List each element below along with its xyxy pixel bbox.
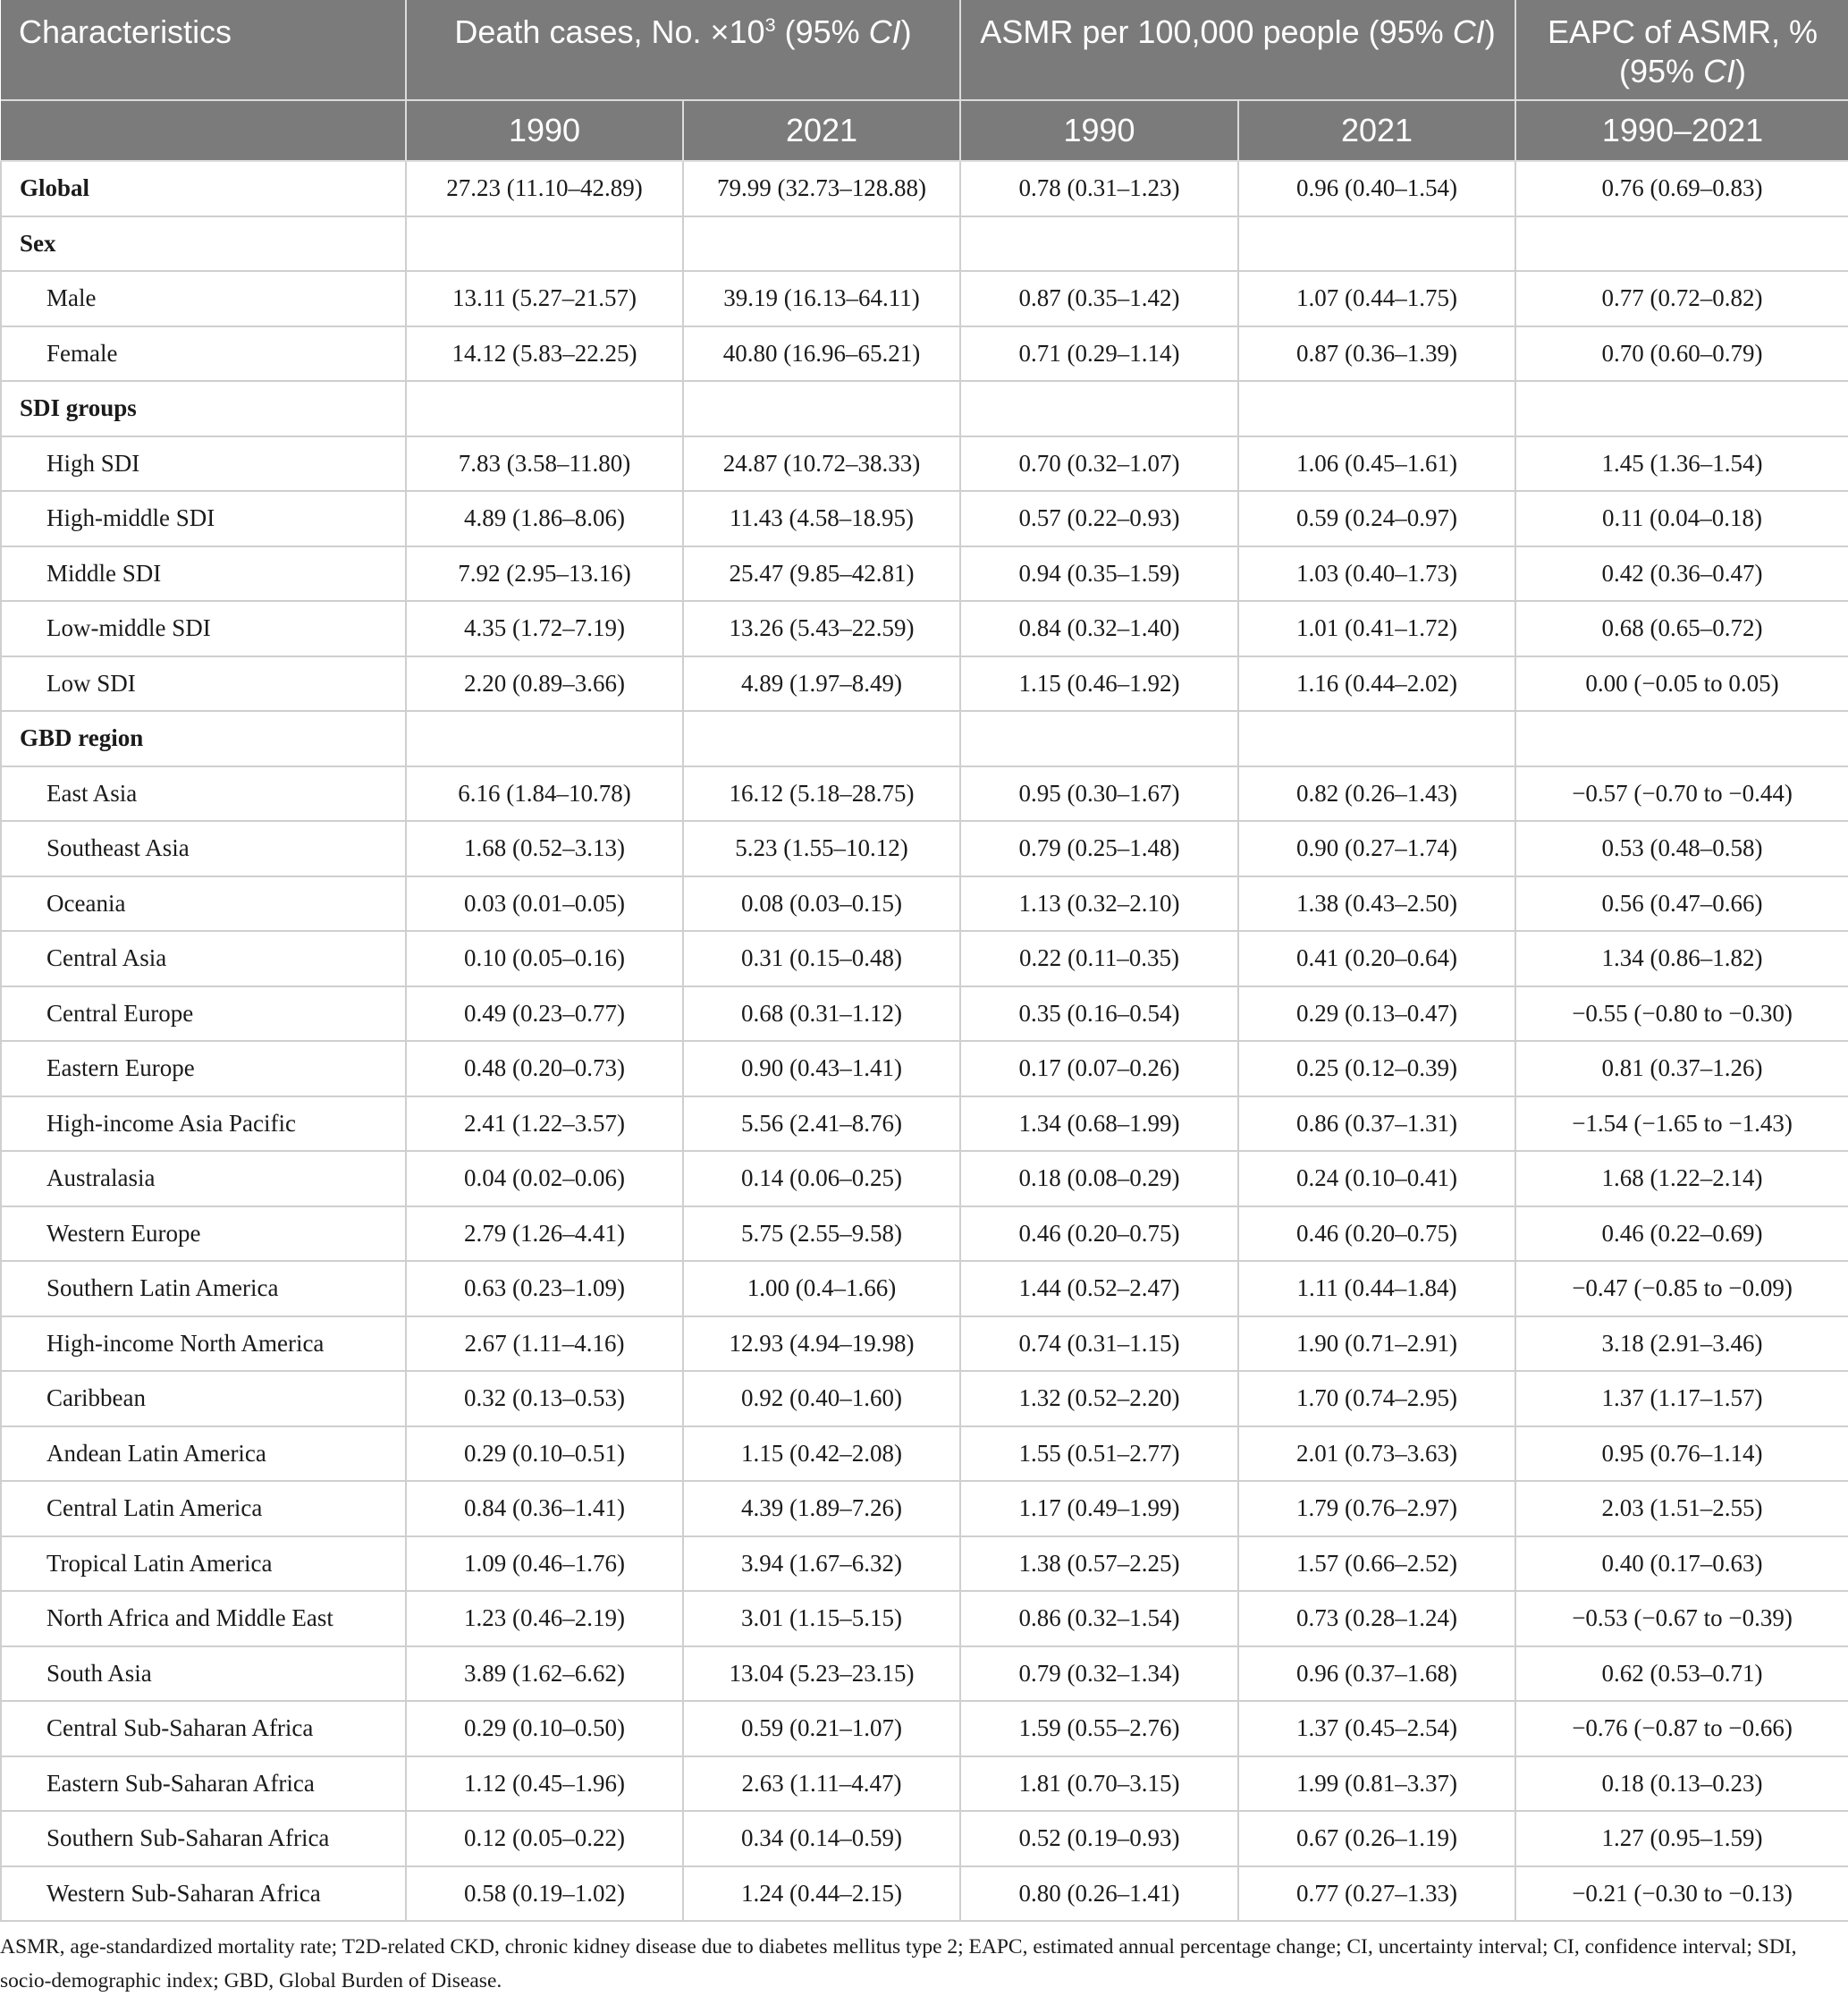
cell-death-cases-2021: 40.80 (16.96–65.21) — [683, 326, 960, 382]
cell-asmr-1990: 0.87 (0.35–1.42) — [960, 271, 1238, 326]
cell-asmr-1990: 1.32 (0.52–2.20) — [960, 1371, 1238, 1426]
cell-death-cases-1990: 0.29 (0.10–0.51) — [406, 1426, 683, 1482]
cell-asmr-1990: 1.15 (0.46–1.92) — [960, 656, 1238, 712]
row-label: Eastern Europe — [1, 1041, 406, 1096]
cell-asmr-1990: 1.13 (0.32–2.10) — [960, 876, 1238, 932]
cell-death-cases-2021: 0.08 (0.03–0.15) — [683, 876, 960, 932]
cell-asmr-2021: 1.37 (0.45–2.54) — [1238, 1701, 1515, 1756]
cell-asmr-2021: 1.57 (0.66–2.52) — [1238, 1536, 1515, 1592]
cell-asmr-1990: 1.55 (0.51–2.77) — [960, 1426, 1238, 1482]
cell-death-cases-2021 — [683, 216, 960, 272]
row-label: High-income North America — [1, 1316, 406, 1372]
cell-asmr-1990: 0.74 (0.31–1.15) — [960, 1316, 1238, 1372]
header-asmr-2021: 2021 — [1238, 100, 1515, 161]
row-label: Oceania — [1, 876, 406, 932]
row-label: Tropical Latin America — [1, 1536, 406, 1592]
cell-death-cases-2021: 1.24 (0.44–2.15) — [683, 1866, 960, 1922]
cell-asmr-1990: 0.94 (0.35–1.59) — [960, 546, 1238, 602]
table-row — [1, 436, 1848, 492]
cell-asmr-1990: 1.17 (0.49–1.99) — [960, 1481, 1238, 1536]
cell-asmr-1990: 0.84 (0.32–1.40) — [960, 601, 1238, 656]
cell-asmr-1990: 1.44 (0.52–2.47) — [960, 1261, 1238, 1316]
cell-asmr-2021: 1.03 (0.40–1.73) — [1238, 546, 1515, 602]
cell-eapc: −0.55 (−0.80 to −0.30) — [1515, 986, 1848, 1042]
cell-death-cases-2021: 0.34 (0.14–0.59) — [683, 1811, 960, 1866]
row-label: South Asia — [1, 1646, 406, 1702]
cell-eapc: 1.45 (1.36–1.54) — [1515, 436, 1848, 492]
cell-asmr-2021: 1.90 (0.71–2.91) — [1238, 1316, 1515, 1372]
cell-asmr-2021: 0.77 (0.27–1.33) — [1238, 1866, 1515, 1922]
cell-asmr-1990: 0.80 (0.26–1.41) — [960, 1866, 1238, 1922]
cell-death-cases-2021: 13.26 (5.43–22.59) — [683, 601, 960, 656]
cell-eapc: 0.42 (0.36–0.47) — [1515, 546, 1848, 602]
table-row — [1, 766, 1848, 822]
row-label: Southern Latin America — [1, 1261, 406, 1316]
cell-death-cases-2021: 24.87 (10.72–38.33) — [683, 436, 960, 492]
row-label: Central Sub-Saharan Africa — [1, 1701, 406, 1756]
cell-asmr-2021: 0.24 (0.10–0.41) — [1238, 1151, 1515, 1206]
cell-eapc: 0.95 (0.76–1.14) — [1515, 1426, 1848, 1482]
cell-asmr-2021: 0.90 (0.27–1.74) — [1238, 821, 1515, 876]
cell-asmr-2021: 1.99 (0.81–3.37) — [1238, 1756, 1515, 1812]
cell-eapc: 0.68 (0.65–0.72) — [1515, 601, 1848, 656]
cell-death-cases-1990: 2.41 (1.22–3.57) — [406, 1096, 683, 1152]
row-label: East Asia — [1, 766, 406, 822]
cell-death-cases-2021: 79.99 (32.73–128.88) — [683, 161, 960, 216]
cell-eapc: −0.21 (−0.30 to −0.13) — [1515, 1866, 1848, 1922]
cell-eapc: 0.11 (0.04–0.18) — [1515, 491, 1848, 546]
cell-death-cases-1990: 0.03 (0.01–0.05) — [406, 876, 683, 932]
cell-eapc: 0.53 (0.48–0.58) — [1515, 821, 1848, 876]
cell-death-cases-1990: 0.58 (0.19–1.02) — [406, 1866, 683, 1922]
cell-death-cases-1990: 14.12 (5.83–22.25) — [406, 326, 683, 382]
table-row — [1, 601, 1848, 656]
cell-eapc: 0.81 (0.37–1.26) — [1515, 1041, 1848, 1096]
table-row — [1, 216, 1848, 272]
cell-death-cases-1990: 0.29 (0.10–0.50) — [406, 1701, 683, 1756]
cell-death-cases-1990: 0.48 (0.20–0.73) — [406, 1041, 683, 1096]
cell-asmr-2021: 1.79 (0.76–2.97) — [1238, 1481, 1515, 1536]
table-row — [1, 546, 1848, 602]
cell-asmr-2021: 1.01 (0.41–1.72) — [1238, 601, 1515, 656]
header-death-cases-ci-suffix: ) — [900, 13, 912, 50]
header-death-cases-text: Death cases, No. ×10 — [454, 13, 765, 50]
row-label: Male — [1, 271, 406, 326]
row-label: High SDI — [1, 436, 406, 492]
table-row — [1, 821, 1848, 876]
cell-death-cases-2021: 5.75 (2.55–9.58) — [683, 1206, 960, 1262]
cell-death-cases-2021: 5.23 (1.55–10.12) — [683, 821, 960, 876]
cell-eapc: −0.47 (−0.85 to −0.09) — [1515, 1261, 1848, 1316]
header-eapc — [1515, 0, 1848, 100]
row-label: North Africa and Middle East — [1, 1591, 406, 1646]
table-row — [1, 986, 1848, 1042]
cell-asmr-1990: 0.86 (0.32–1.54) — [960, 1591, 1238, 1646]
cell-eapc: 1.27 (0.95–1.59) — [1515, 1811, 1848, 1866]
cell-eapc: −1.54 (−1.65 to −1.43) — [1515, 1096, 1848, 1152]
table-row — [1, 1701, 1848, 1756]
table-row — [1, 1316, 1848, 1372]
cell-asmr-2021: 0.87 (0.36–1.39) — [1238, 326, 1515, 382]
cell-asmr-2021: 0.25 (0.12–0.39) — [1238, 1041, 1515, 1096]
cell-death-cases-2021: 12.93 (4.94–19.98) — [683, 1316, 960, 1372]
row-label: Central Asia — [1, 931, 406, 986]
row-label: Global — [1, 161, 406, 216]
cell-death-cases-1990: 0.12 (0.05–0.22) — [406, 1811, 683, 1866]
cell-eapc — [1515, 381, 1848, 436]
header-death-cases — [406, 0, 960, 100]
cell-eapc: 0.76 (0.69–0.83) — [1515, 161, 1848, 216]
cell-death-cases-1990: 0.32 (0.13–0.53) — [406, 1371, 683, 1426]
cell-asmr-2021: 1.16 (0.44–2.02) — [1238, 656, 1515, 712]
cell-asmr-1990: 0.35 (0.16–0.54) — [960, 986, 1238, 1042]
cell-eapc: 0.46 (0.22–0.69) — [1515, 1206, 1848, 1262]
cell-death-cases-2021: 3.01 (1.15–5.15) — [683, 1591, 960, 1646]
row-label: Female — [1, 326, 406, 382]
cell-asmr-1990: 0.79 (0.25–1.48) — [960, 821, 1238, 876]
cell-eapc — [1515, 216, 1848, 272]
cell-asmr-1990: 0.17 (0.07–0.26) — [960, 1041, 1238, 1096]
header-eapc-suffix: ) — [1735, 53, 1747, 89]
cell-death-cases-1990 — [406, 711, 683, 766]
cell-asmr-1990: 0.79 (0.32–1.34) — [960, 1646, 1238, 1702]
cell-asmr-2021 — [1238, 381, 1515, 436]
table-row — [1, 1481, 1848, 1536]
cell-eapc: −0.53 (−0.67 to −0.39) — [1515, 1591, 1848, 1646]
cell-asmr-2021: 2.01 (0.73–3.63) — [1238, 1426, 1515, 1482]
header-characteristics: Characteristics — [1, 0, 406, 100]
header-row-years — [1, 100, 1848, 161]
cell-death-cases-1990: 0.63 (0.23–1.09) — [406, 1261, 683, 1316]
header-asmr-ci: CI — [1452, 13, 1485, 50]
header-death-2021: 2021 — [683, 100, 960, 161]
cell-death-cases-1990: 4.89 (1.86–8.06) — [406, 491, 683, 546]
header-eapc-text: EAPC of ASMR, % (95% — [1547, 13, 1818, 89]
cell-death-cases-2021: 3.94 (1.67–6.32) — [683, 1536, 960, 1592]
table-footnote: ASMR, age-standardized mortality rate; T2D-related CKD, chronic kidney disease due to diabetes mellitus type 2; EAPC, estimated annual percentage change; CI, uncertainty interval; CI, confidence interval; SDI, socio-demographic index; GBD, Global Burden of Disease. — [0, 1935, 1797, 1992]
cell-death-cases-1990: 1.09 (0.46–1.76) — [406, 1536, 683, 1592]
row-label: Eastern Sub-Saharan Africa — [1, 1756, 406, 1812]
row-label: Low-middle SDI — [1, 601, 406, 656]
cell-death-cases-1990: 2.20 (0.89–3.66) — [406, 656, 683, 712]
cell-death-cases-2021: 0.59 (0.21–1.07) — [683, 1701, 960, 1756]
cell-asmr-2021: 1.70 (0.74–2.95) — [1238, 1371, 1515, 1426]
cell-asmr-1990: 1.38 (0.57–2.25) — [960, 1536, 1238, 1592]
cell-asmr-1990: 0.52 (0.19–0.93) — [960, 1811, 1238, 1866]
cell-death-cases-1990: 1.68 (0.52–3.13) — [406, 821, 683, 876]
row-label: High-income Asia Pacific — [1, 1096, 406, 1152]
cell-asmr-1990 — [960, 381, 1238, 436]
cell-asmr-2021: 1.38 (0.43–2.50) — [1238, 876, 1515, 932]
cell-death-cases-1990: 2.79 (1.26–4.41) — [406, 1206, 683, 1262]
cell-death-cases-2021: 1.15 (0.42–2.08) — [683, 1426, 960, 1482]
header-death-1990: 1990 — [406, 100, 683, 161]
cell-asmr-1990: 0.22 (0.11–0.35) — [960, 931, 1238, 986]
header-asmr-text: ASMR per 100,000 people (95% — [980, 13, 1453, 50]
table-row — [1, 1811, 1848, 1866]
cell-asmr-2021: 1.06 (0.45–1.61) — [1238, 436, 1515, 492]
table-row — [1, 876, 1848, 932]
cell-death-cases-1990: 4.35 (1.72–7.19) — [406, 601, 683, 656]
cell-death-cases-2021: 4.89 (1.97–8.49) — [683, 656, 960, 712]
cell-eapc: −0.57 (−0.70 to −0.44) — [1515, 766, 1848, 822]
header-asmr-1990: 1990 — [960, 100, 1238, 161]
cell-death-cases-1990: 0.10 (0.05–0.16) — [406, 931, 683, 986]
table-row — [1, 1041, 1848, 1096]
cell-asmr-1990: 0.18 (0.08–0.29) — [960, 1151, 1238, 1206]
cell-death-cases-1990: 6.16 (1.84–10.78) — [406, 766, 683, 822]
cell-asmr-1990: 1.81 (0.70–3.15) — [960, 1756, 1238, 1812]
table-row — [1, 491, 1848, 546]
cell-asmr-2021 — [1238, 711, 1515, 766]
cell-eapc: 0.40 (0.17–0.63) — [1515, 1536, 1848, 1592]
cell-death-cases-1990: 3.89 (1.62–6.62) — [406, 1646, 683, 1702]
cell-eapc: 3.18 (2.91–3.46) — [1515, 1316, 1848, 1372]
header-asmr-suffix: ) — [1484, 13, 1496, 50]
cell-asmr-2021: 0.82 (0.26–1.43) — [1238, 766, 1515, 822]
cell-asmr-2021: 0.59 (0.24–0.97) — [1238, 491, 1515, 546]
row-label: Southern Sub-Saharan Africa — [1, 1811, 406, 1866]
cell-eapc: 2.03 (1.51–2.55) — [1515, 1481, 1848, 1536]
table-row — [1, 1646, 1848, 1702]
section-label: SDI groups — [1, 381, 406, 436]
table-row — [1, 1591, 1848, 1646]
cell-eapc: 0.56 (0.47–0.66) — [1515, 876, 1848, 932]
table-row — [1, 1426, 1848, 1482]
cell-death-cases-2021: 0.92 (0.40–1.60) — [683, 1371, 960, 1426]
cell-death-cases-1990 — [406, 216, 683, 272]
cell-death-cases-2021: 4.39 (1.89–7.26) — [683, 1481, 960, 1536]
cell-eapc: 0.70 (0.60–0.79) — [1515, 326, 1848, 382]
cell-death-cases-2021: 0.68 (0.31–1.12) — [683, 986, 960, 1042]
cell-death-cases-2021: 0.90 (0.43–1.41) — [683, 1041, 960, 1096]
cell-death-cases-2021: 16.12 (5.18–28.75) — [683, 766, 960, 822]
cell-eapc: −0.76 (−0.87 to −0.66) — [1515, 1701, 1848, 1756]
header-death-cases-ci: CI — [868, 13, 901, 50]
table-row — [1, 656, 1848, 712]
cell-asmr-1990: 0.46 (0.20–0.75) — [960, 1206, 1238, 1262]
cell-eapc: 1.34 (0.86–1.82) — [1515, 931, 1848, 986]
table-row — [1, 1151, 1848, 1206]
cell-eapc — [1515, 711, 1848, 766]
cell-death-cases-2021: 5.56 (2.41–8.76) — [683, 1096, 960, 1152]
row-label: Low SDI — [1, 656, 406, 712]
cell-death-cases-2021: 0.14 (0.06–0.25) — [683, 1151, 960, 1206]
table-row — [1, 1371, 1848, 1426]
row-label: Western Sub-Saharan Africa — [1, 1866, 406, 1922]
row-label: Western Europe — [1, 1206, 406, 1262]
table-row — [1, 1866, 1848, 1922]
header-death-cases-sup: 3 — [764, 13, 776, 36]
row-label: Southeast Asia — [1, 821, 406, 876]
table-row — [1, 931, 1848, 986]
cell-eapc: 1.68 (1.22–2.14) — [1515, 1151, 1848, 1206]
cell-eapc: 0.00 (−0.05 to 0.05) — [1515, 656, 1848, 712]
cell-death-cases-1990: 0.49 (0.23–0.77) — [406, 986, 683, 1042]
cell-death-cases-1990: 7.83 (3.58–11.80) — [406, 436, 683, 492]
cell-death-cases-1990: 2.67 (1.11–4.16) — [406, 1316, 683, 1372]
section-label: GBD region — [1, 711, 406, 766]
cell-death-cases-2021: 25.47 (9.85–42.81) — [683, 546, 960, 602]
cell-death-cases-1990 — [406, 381, 683, 436]
cell-asmr-2021: 0.67 (0.26–1.19) — [1238, 1811, 1515, 1866]
cell-asmr-1990: 0.71 (0.29–1.14) — [960, 326, 1238, 382]
cell-asmr-1990: 0.57 (0.22–0.93) — [960, 491, 1238, 546]
cell-asmr-1990: 0.95 (0.30–1.67) — [960, 766, 1238, 822]
row-label: Andean Latin America — [1, 1426, 406, 1482]
table-row — [1, 1261, 1848, 1316]
cell-eapc: 0.77 (0.72–0.82) — [1515, 271, 1848, 326]
cell-asmr-1990: 0.78 (0.31–1.23) — [960, 161, 1238, 216]
header-eapc-ci: CI — [1703, 53, 1736, 89]
table-row — [1, 326, 1848, 382]
cell-eapc: 1.37 (1.17–1.57) — [1515, 1371, 1848, 1426]
table-row — [1, 1756, 1848, 1812]
cell-asmr-2021: 1.07 (0.44–1.75) — [1238, 271, 1515, 326]
section-label: Sex — [1, 216, 406, 272]
cell-death-cases-1990: 7.92 (2.95–13.16) — [406, 546, 683, 602]
cell-death-cases-2021: 2.63 (1.11–4.47) — [683, 1756, 960, 1812]
header-row-main — [1, 0, 1848, 100]
table-row — [1, 1536, 1848, 1592]
cell-asmr-2021: 0.29 (0.13–0.47) — [1238, 986, 1515, 1042]
cell-asmr-2021: 0.96 (0.37–1.68) — [1238, 1646, 1515, 1702]
cell-asmr-1990 — [960, 216, 1238, 272]
table-body — [1, 161, 1848, 1921]
cell-asmr-2021: 0.73 (0.28–1.24) — [1238, 1591, 1515, 1646]
row-label: Middle SDI — [1, 546, 406, 602]
table-row — [1, 711, 1848, 766]
row-label: High-middle SDI — [1, 491, 406, 546]
cell-death-cases-1990: 1.12 (0.45–1.96) — [406, 1756, 683, 1812]
cell-death-cases-1990: 27.23 (11.10–42.89) — [406, 161, 683, 216]
header-empty — [1, 100, 406, 161]
header-eapc-period: 1990–2021 — [1515, 100, 1848, 161]
cell-asmr-1990: 1.59 (0.55–2.76) — [960, 1701, 1238, 1756]
header-asmr — [960, 0, 1515, 100]
cell-asmr-1990 — [960, 711, 1238, 766]
cell-eapc: 0.62 (0.53–0.71) — [1515, 1646, 1848, 1702]
cell-death-cases-2021: 1.00 (0.4–1.66) — [683, 1261, 960, 1316]
table-row — [1, 381, 1848, 436]
cell-death-cases-2021: 11.43 (4.58–18.95) — [683, 491, 960, 546]
cell-asmr-2021 — [1238, 216, 1515, 272]
cell-asmr-1990: 0.70 (0.32–1.07) — [960, 436, 1238, 492]
cell-death-cases-2021 — [683, 381, 960, 436]
cell-asmr-2021: 0.86 (0.37–1.31) — [1238, 1096, 1515, 1152]
row-label: Caribbean — [1, 1371, 406, 1426]
cell-death-cases-2021: 13.04 (5.23–23.15) — [683, 1646, 960, 1702]
table-row — [1, 161, 1848, 216]
cell-asmr-1990: 1.34 (0.68–1.99) — [960, 1096, 1238, 1152]
cell-death-cases-2021 — [683, 711, 960, 766]
cell-death-cases-2021: 39.19 (16.13–64.11) — [683, 271, 960, 326]
cell-death-cases-1990: 1.23 (0.46–2.19) — [406, 1591, 683, 1646]
cell-asmr-2021: 0.46 (0.20–0.75) — [1238, 1206, 1515, 1262]
cell-eapc: 0.18 (0.13–0.23) — [1515, 1756, 1848, 1812]
cell-death-cases-2021: 0.31 (0.15–0.48) — [683, 931, 960, 986]
cell-death-cases-1990: 13.11 (5.27–21.57) — [406, 271, 683, 326]
table-header — [1, 0, 1848, 161]
header-death-cases-ci-prefix: (95% — [775, 13, 869, 50]
row-label: Central Europe — [1, 986, 406, 1042]
table-row — [1, 271, 1848, 326]
row-label: Central Latin America — [1, 1481, 406, 1536]
row-label: Australasia — [1, 1151, 406, 1206]
cell-asmr-2021: 1.11 (0.44–1.84) — [1238, 1261, 1515, 1316]
cell-death-cases-1990: 0.84 (0.36–1.41) — [406, 1481, 683, 1536]
table-row — [1, 1206, 1848, 1262]
cell-death-cases-1990: 0.04 (0.02–0.06) — [406, 1151, 683, 1206]
table-row — [1, 1096, 1848, 1152]
cell-asmr-2021: 0.41 (0.20–0.64) — [1238, 931, 1515, 986]
cell-asmr-2021: 0.96 (0.40–1.54) — [1238, 161, 1515, 216]
